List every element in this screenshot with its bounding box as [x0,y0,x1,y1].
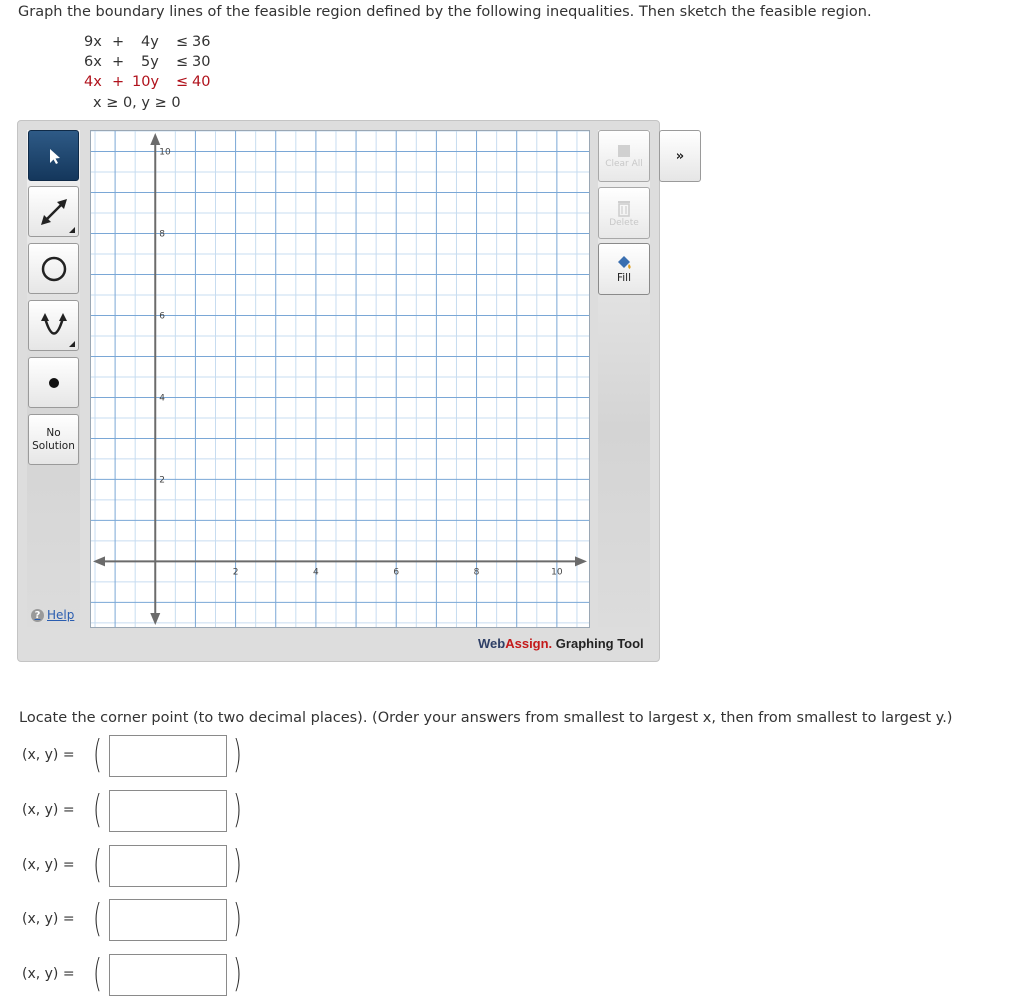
help-icon: ? [31,609,44,622]
corner-point-input-4[interactable] [109,899,227,941]
clear-all-button[interactable] [598,130,650,182]
circle-tool-button[interactable] [28,243,79,294]
expand-button[interactable] [659,130,701,182]
ineq-rhs: 30 [192,54,211,70]
ineq-term: 10y [132,74,160,90]
open-paren: ( [92,951,102,995]
open-paren: ( [92,732,102,776]
clear-all-icon [616,143,632,159]
x-axis-arrow-right [575,556,587,566]
brand-web: Web [478,636,506,651]
delete-label: Delete [609,218,639,228]
ineq-rhs: 40 [192,74,211,90]
x-tick-label: 10 [551,567,563,578]
ineq-op: + [112,34,125,50]
inequality-3 [84,74,224,94]
answer-label: (x, y) = [22,747,75,763]
ineq-rel: ≤ [176,34,189,50]
no-solution-line1: No [46,426,61,439]
submenu-indicator [69,227,75,233]
trash-icon [615,198,633,218]
y-tick-label: 4 [159,393,165,404]
double-chevron-right-icon: » [675,148,685,164]
pointer-tool-button[interactable] [28,130,79,181]
x-tick-label: 4 [313,567,319,578]
delete-button[interactable] [598,187,650,239]
inequality-nonneg: x ≥ 0, y ≥ 0 [93,95,181,111]
close-paren: ) [232,842,242,886]
no-solution-button[interactable] [28,414,79,465]
ineq-term: 4y [141,34,159,50]
ineq-op: + [112,74,125,90]
answer-label: (x, y) = [22,966,75,982]
corner-point-input-3[interactable] [109,845,227,887]
parabola-tool-icon [37,309,71,343]
brand-assign: Assign. [505,636,553,651]
ineq-rel: ≤ [176,74,189,90]
corner-point-input-1[interactable] [109,735,227,777]
corner-point-input-2[interactable] [109,790,227,832]
answer-label: (x, y) = [22,911,75,927]
answer-label: (x, y) = [22,857,75,873]
inequality-2 [84,54,224,74]
ineq-rel: ≤ [176,54,189,70]
point-tool-icon [46,375,62,391]
ineq-term: 5y [141,54,159,70]
circle-tool-icon [39,254,69,284]
open-paren: ( [92,842,102,886]
inequality-1 [84,34,224,54]
y-tick-label: 8 [159,229,165,240]
no-solution-line2: Solution [32,439,75,452]
close-paren: ) [232,787,242,831]
fill-label: Fill [616,272,632,284]
webassign-brand [478,636,644,651]
fill-button[interactable] [598,243,650,295]
ineq-rhs: 36 [192,34,211,50]
x-tick-label: 6 [393,567,400,578]
open-paren: ( [92,896,102,940]
no-solution-label [32,427,75,453]
ineq-term: 9x [84,34,102,50]
submenu-indicator [69,341,75,347]
help-label: Help [47,608,75,622]
y-tick-label: 6 [159,311,165,322]
parabola-tool-button[interactable] [28,300,79,351]
graph-canvas[interactable] [90,130,590,628]
open-paren: ( [92,787,102,831]
line-tool-button[interactable] [28,186,79,237]
ineq-op: + [112,54,125,70]
x-tick-label: 2 [232,567,239,578]
corner-point-input-5[interactable] [109,954,227,996]
close-paren: ) [232,732,242,776]
y-tick-label: 10 [159,147,171,158]
clear-all-label: Clear All [605,159,643,169]
pointer-arrow-icon [44,146,64,166]
point-tool-button[interactable] [28,357,79,408]
help-link[interactable] [31,608,74,622]
ineq-term: 6x [84,54,102,70]
x-tick-label: 8 [473,567,480,578]
ineq-term: 4x [84,74,102,90]
close-paren: ) [232,951,242,995]
close-paren: ) [232,896,242,940]
answer-label: (x, y) = [22,802,75,818]
line-tool-icon [37,195,71,229]
answer-prompt: Locate the corner point (to two decimal places). (Order your answers from smallest to largest x, then from smallest to largest y.) [19,710,953,726]
question-text: Graph the boundary lines of the feasible region defined by the following inequalities. Then sketch the feasible region. [18,4,872,20]
y-tick-label: 2 [159,475,165,486]
coordinate-grid [91,131,589,627]
brand-tool: Graphing Tool [552,636,644,651]
paint-bucket-icon [614,254,634,272]
y-axis-arrow-up [150,133,160,145]
